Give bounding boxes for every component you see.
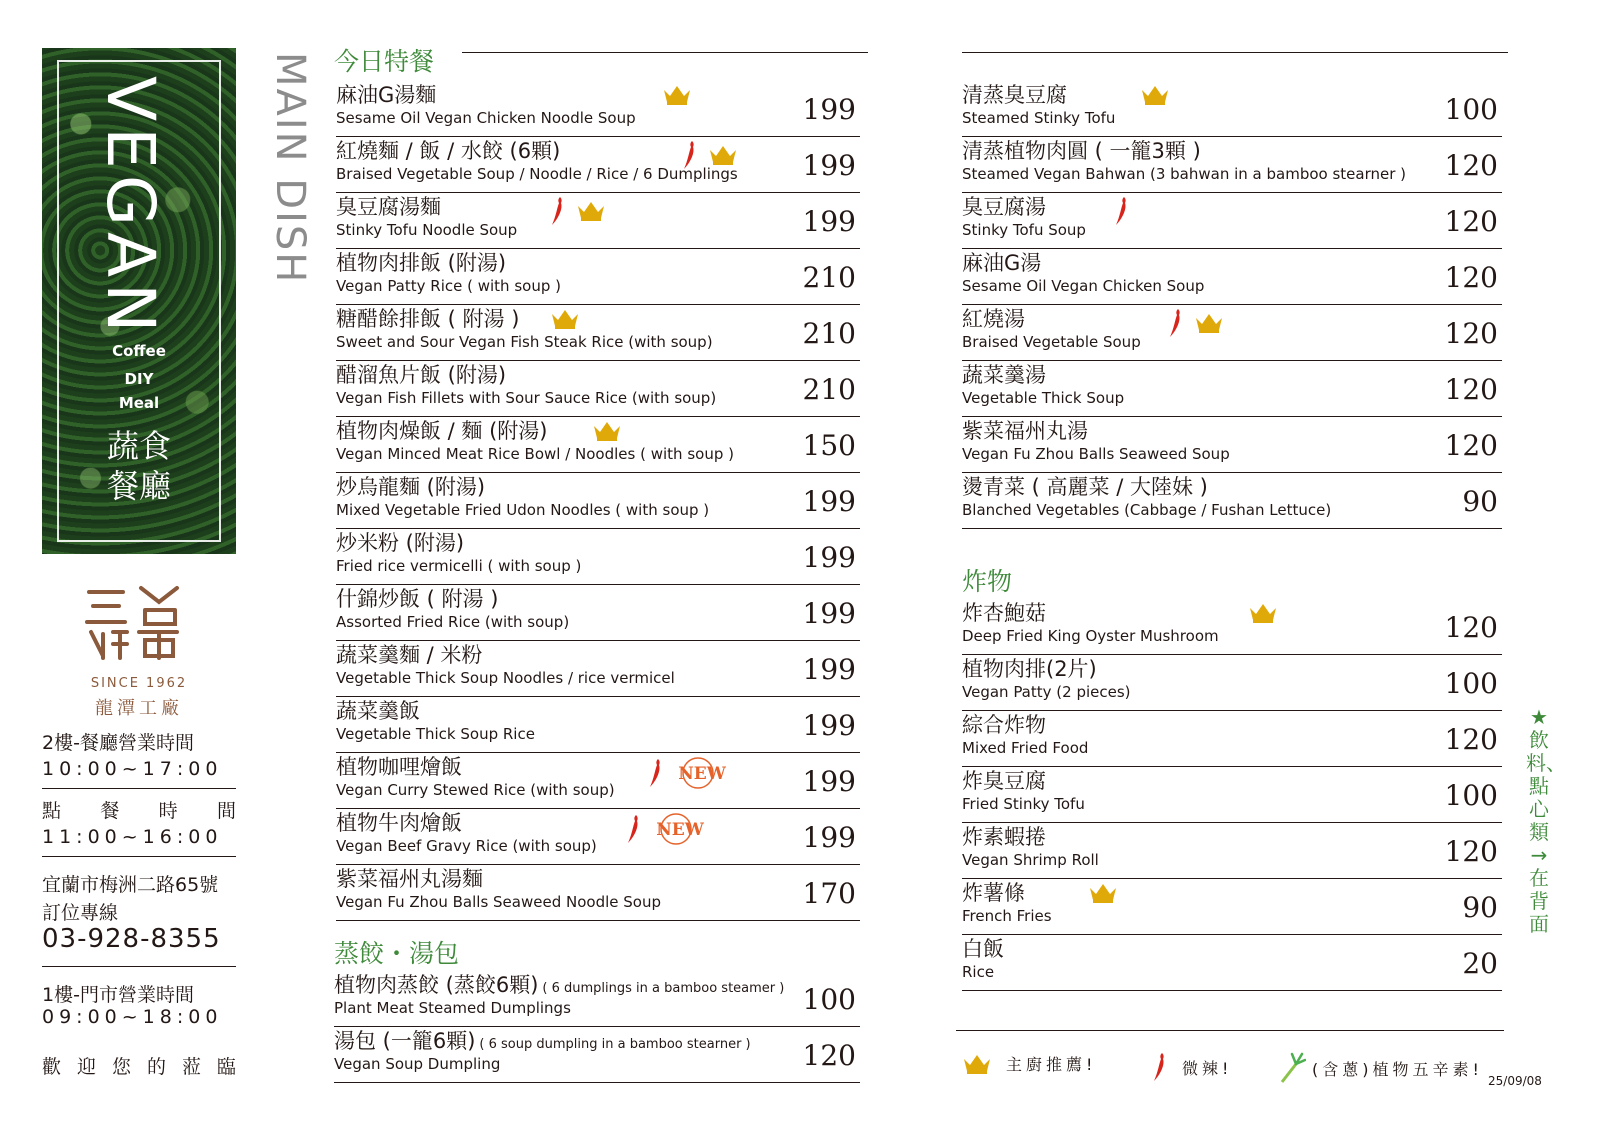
item-name-zh: 蔬菜羹湯 [962, 363, 1046, 387]
order-time-label [42, 796, 236, 823]
item-name-zh: 植物牛肉燴飯 [336, 811, 462, 835]
chili-icon [1168, 308, 1182, 338]
item-name-en: Steamed Vegan Bahwan (3 bahwan in a bamboo stearner ) [962, 165, 1407, 183]
item-price: 170 [802, 877, 856, 910]
welcome-char: 蒞 [181, 1056, 201, 1078]
item-name-zh: 炸素蝦捲 [962, 825, 1046, 849]
item-name-zh: 蔬菜羹飯 [336, 699, 420, 723]
item-name-en: Plant Meat Steamed Dumplings [334, 999, 571, 1017]
item-icons [550, 308, 580, 330]
item-price: 199 [802, 653, 856, 686]
item-name-en: Braised Vegetable Soup [962, 333, 1141, 351]
chili-icon [550, 196, 564, 226]
item-price: 199 [802, 765, 856, 798]
item-name-en: Vegetable Thick Soup Noodles / rice vermicel [336, 669, 675, 687]
item-name-en: Vegan Fu Zhou Balls Seaweed Soup [962, 445, 1230, 463]
menu-item [962, 822, 1502, 879]
menu-item [336, 192, 860, 249]
menu-item [336, 640, 860, 697]
item-price: 199 [802, 541, 856, 574]
section-title-special: 今日特餐 [334, 47, 435, 76]
item-price: 120 [1444, 429, 1498, 462]
menu-item [962, 80, 1502, 137]
item-name-en: Vegan Patty Rice ( with soup ) [336, 277, 561, 295]
item-icons [1168, 308, 1224, 338]
item-name-zh: 炸杏鮑菇 [962, 601, 1046, 625]
item-name-zh: 炒烏龍麵 (附湯) [336, 475, 486, 499]
item-name-zh: 湯包 (一籠6顆) ( 6 soup dumpling in a bamboo stearner ) [334, 1029, 751, 1053]
item-name-en: Stinky Tofu Soup [962, 221, 1086, 239]
item-price: 100 [1444, 667, 1498, 700]
item-name-zh: 臭豆腐湯 [962, 195, 1046, 219]
order-char: 點 [42, 800, 62, 822]
new-badge-label: NEW [656, 820, 704, 840]
item-name-zh: 植物咖哩燴飯 [336, 755, 462, 779]
item-price: 100 [1444, 93, 1498, 126]
item-name-en: Mixed Vegetable Fried Udon Noodles ( with soup ) [336, 501, 710, 519]
divider [42, 856, 236, 857]
item-name-en: Vegan Shrimp Roll [962, 851, 1099, 869]
item-name-en: Rice [962, 963, 995, 981]
new-badge-icon [652, 812, 708, 846]
banner-zh-1: 蔬食 [106, 427, 171, 465]
crown-icon [662, 84, 692, 106]
item-name-zh: 綜合炸物 [962, 713, 1046, 737]
menu-item [962, 416, 1502, 473]
vegan-banner [42, 48, 236, 554]
chili-icon [648, 758, 662, 788]
welcome-text [42, 1052, 236, 1079]
item-name-zh: 紅燒湯 [962, 307, 1025, 331]
item-price: 100 [802, 983, 856, 1016]
item-icons [1114, 196, 1128, 226]
item-name-zh: 紫菜福州丸湯麵 [336, 867, 483, 891]
item-name-zh: 植物肉燥飯 / 麵 (附湯) [336, 419, 548, 443]
item-icons [1248, 602, 1278, 624]
menu-item [962, 248, 1502, 305]
menu-item [336, 416, 860, 473]
item-name-zh: 植物肉排飯 (附湯) [336, 251, 507, 275]
menu-item [962, 304, 1502, 361]
chili-icon [1152, 1052, 1166, 1082]
welcome-char: 迎 [76, 1056, 96, 1078]
item-price: 20 [1462, 947, 1498, 980]
welcome-char: 您 [111, 1056, 131, 1078]
item-price: 210 [802, 317, 856, 350]
crown-icon [1194, 312, 1224, 334]
menu-date: 25/09/08 [1488, 1074, 1542, 1088]
section-title-fried: 炸物 [962, 567, 1013, 596]
item-price: 199 [802, 597, 856, 630]
item-icons [626, 812, 708, 846]
legend-crown-text: 主廚推薦! [1006, 1055, 1097, 1074]
menu-item [336, 472, 860, 529]
booking-label: 訂位專線 [42, 902, 119, 924]
menu-item [336, 360, 860, 417]
item-name-en: Assorted Fried Rice (with soup) [336, 613, 570, 631]
crown-icon [576, 200, 606, 222]
item-name-en: Vegetable Thick Soup [962, 389, 1125, 407]
legend-chili [1152, 1052, 1232, 1082]
item-price: 120 [802, 1039, 856, 1072]
item-name-zh: 蔬菜羹麵 / 米粉 [336, 643, 483, 667]
divider [42, 788, 236, 789]
item-price: 90 [1462, 891, 1498, 924]
chili-icon [626, 814, 640, 844]
menu-item [336, 304, 860, 361]
item-name-zh: 炸臭豆腐 [962, 769, 1046, 793]
item-icons [662, 84, 692, 106]
item-name-en: Vegetable Thick Soup Rice [336, 725, 535, 743]
item-name-en: Stinky Tofu Noodle Soup [336, 221, 518, 239]
menu-item [962, 654, 1502, 711]
item-name-en: Vegan Minced Meat Rice Bowl / Noodles ( with soup ) [336, 445, 734, 463]
item-name-en: Mixed Fried Food [962, 739, 1089, 757]
item-name-en: French Fries [962, 907, 1052, 925]
section-rule [462, 52, 868, 53]
legend-onion [1280, 1052, 1483, 1084]
banner-line-coffee: Coffee [112, 342, 166, 360]
menu-item [962, 710, 1502, 767]
item-price: 210 [802, 373, 856, 406]
menu-item [962, 472, 1502, 529]
new-badge-icon [674, 756, 730, 790]
menu-item [962, 136, 1502, 193]
crown-icon [1140, 84, 1170, 106]
item-name-zh: 醋溜魚片飯 (附湯) [336, 363, 507, 387]
side-note: ★飲料、點心類→在背面 [1526, 705, 1566, 936]
item-price: 120 [1444, 723, 1498, 756]
item-name-en: Braised Vegetable Soup / Noodle / Rice / 6 Dumplings [336, 165, 738, 183]
factory-label: 龍潭工廠 [95, 698, 183, 719]
menu-item [336, 696, 860, 753]
item-name-zh: 燙青菜 ( 高麗菜 / 大陸妹 ) [962, 475, 1208, 499]
sanhe-logo [83, 584, 183, 660]
item-price: 120 [1444, 261, 1498, 294]
new-badge-label: NEW [678, 764, 726, 784]
item-name-zh: 紫菜福州丸湯 [962, 419, 1088, 443]
item-name-en: Sweet and Sour Vegan Fish Steak Rice (with soup) [336, 333, 713, 351]
item-name-en: Vegan Fish Fillets with Sour Sauce Rice (with soup) [336, 389, 717, 407]
item-price: 199 [802, 821, 856, 854]
item-icons [592, 420, 622, 442]
item-price: 120 [1444, 611, 1498, 644]
item-note: ( 6 dumplings in a bamboo steamer ) [542, 981, 785, 996]
welcome-char: 臨 [216, 1056, 236, 1078]
item-price: 100 [1444, 779, 1498, 812]
item-price: 199 [802, 149, 856, 182]
item-name-en: Vegan Soup Dumpling [334, 1055, 501, 1073]
item-icons [1140, 84, 1170, 106]
legend-chili-text: 微辣! [1182, 1058, 1233, 1078]
crown-icon [1248, 602, 1278, 624]
banner-line-meal: Meal [118, 394, 160, 412]
menu-item [336, 248, 860, 305]
order-char: 間 [216, 800, 236, 822]
crown-icon [550, 308, 580, 330]
item-name-en: Fried Stinky Tofu [962, 795, 1085, 813]
item-price: 120 [1444, 835, 1498, 868]
item-icons [1088, 882, 1118, 904]
item-name-en: Sesame Oil Vegan Chicken Soup [962, 277, 1205, 295]
menu-item [962, 360, 1502, 417]
legend-crown [962, 1052, 1096, 1075]
hours-2f: 10:00~17:00 [42, 758, 223, 780]
item-price: 120 [1444, 317, 1498, 350]
menu-item [336, 80, 860, 137]
item-price: 199 [802, 485, 856, 518]
menu-item [336, 752, 860, 809]
welcome-char: 的 [146, 1056, 166, 1078]
item-price: 120 [1444, 205, 1498, 238]
item-name-zh: 什錦炒飯 ( 附湯 ) [336, 587, 499, 611]
item-name-zh: 白飯 [962, 937, 1004, 961]
main-dish-label: MAIN DISH [267, 52, 313, 285]
menu-item [334, 970, 860, 1027]
item-name-en: Vegan Fu Zhou Balls Seaweed Noodle Soup [336, 893, 661, 911]
hours-1f-label: 1樓-門市營業時間 [42, 984, 194, 1006]
item-price: 90 [1462, 485, 1498, 518]
item-icons [648, 756, 730, 790]
item-name-zh: 麻油G湯麵 [336, 83, 437, 107]
item-name-en: Vegan Patty (2 pieces) [962, 683, 1131, 701]
crown-icon [962, 1053, 992, 1075]
item-name-en: Deep Fried King Oyster Mushroom [962, 627, 1219, 645]
section-title-steamed: 蒸餃・湯包 [334, 939, 460, 968]
item-name-zh: 麻油G湯 [962, 251, 1042, 275]
item-price: 199 [802, 205, 856, 238]
item-name-en: Fried rice vermicelli ( with soup ) [336, 557, 582, 575]
crown-icon [708, 144, 738, 166]
item-name-en: Steamed Stinky Tofu [962, 109, 1116, 127]
menu-item [962, 192, 1502, 249]
item-name-zh: 清蒸植物肉圓 ( 一籠3顆 ) [962, 139, 1201, 163]
section-rule [962, 52, 1508, 53]
hours-1f: 09:00~18:00 [42, 1006, 223, 1028]
item-icons [550, 196, 606, 226]
menu-item [334, 1026, 860, 1083]
item-price: 199 [802, 93, 856, 126]
crown-icon [592, 420, 622, 442]
legend-onion-text: (含蔥)植物五辛素! [1312, 1059, 1483, 1079]
menu-item [962, 598, 1502, 655]
menu-item [336, 864, 860, 921]
item-price: 120 [1444, 149, 1498, 182]
menu-item [962, 934, 1502, 991]
item-note: ( 6 soup dumpling in a bamboo stearner ) [479, 1037, 751, 1052]
item-name-en: Vegan Curry Stewed Rice (with soup) [336, 781, 615, 799]
banner-line-diy: DIY [124, 370, 154, 388]
menu-item [336, 584, 860, 641]
item-name-en: Blanched Vegetables (Cabbage / Fushan Lettuce) [962, 501, 1332, 519]
item-name-zh: 清蒸臭豆腐 [962, 83, 1067, 107]
menu-item [336, 136, 860, 193]
item-price: 120 [1444, 373, 1498, 406]
item-name-zh: 炸薯條 [962, 881, 1025, 905]
green-onion-icon [1280, 1052, 1306, 1084]
item-name-en: Vegan Beef Gravy Rice (with soup) [336, 837, 597, 855]
item-name-zh: 臭豆腐湯麵 [336, 195, 441, 219]
chili-icon [1114, 196, 1128, 226]
order-char: 餐 [100, 800, 120, 822]
hours-2f-label: 2樓-餐廳營業時間 [42, 732, 194, 754]
divider [42, 966, 236, 967]
menu-item [962, 766, 1502, 823]
welcome-char: 歡 [42, 1056, 62, 1078]
phone-number: 03-928-8355 [42, 924, 221, 954]
since-label: SINCE 1962 [90, 676, 188, 691]
banner-title: VEGAN [92, 76, 169, 339]
item-name-zh: 植物肉排(2片) [962, 657, 1097, 681]
order-char: 時 [158, 800, 178, 822]
menu-item [336, 528, 860, 585]
crown-icon [1088, 882, 1118, 904]
chili-icon [682, 140, 696, 170]
item-name-zh: 糖醋餘排飯 ( 附湯 ) [336, 307, 520, 331]
item-name-zh: 植物肉蒸餃 (蒸餃6顆) ( 6 dumplings in a bamboo steamer ) [334, 973, 785, 997]
banner-zh-2: 餐廳 [106, 467, 171, 505]
menu-item [962, 878, 1502, 935]
item-price: 150 [802, 429, 856, 462]
item-icons [682, 140, 738, 170]
menu-item [336, 808, 860, 865]
item-price: 210 [802, 261, 856, 294]
address: 宜蘭市梅洲二路65號 [42, 874, 219, 896]
item-price: 199 [802, 709, 856, 742]
legend-rule [956, 1030, 1504, 1031]
item-name-zh: 炒米粉 (附湯) [336, 531, 465, 555]
order-hours: 11:00~16:00 [42, 826, 223, 848]
item-name-zh: 紅燒麵 / 飯 / 水餃 (6顆) [336, 139, 561, 163]
item-name-en: Sesame Oil Vegan Chicken Noodle Soup [336, 109, 636, 127]
